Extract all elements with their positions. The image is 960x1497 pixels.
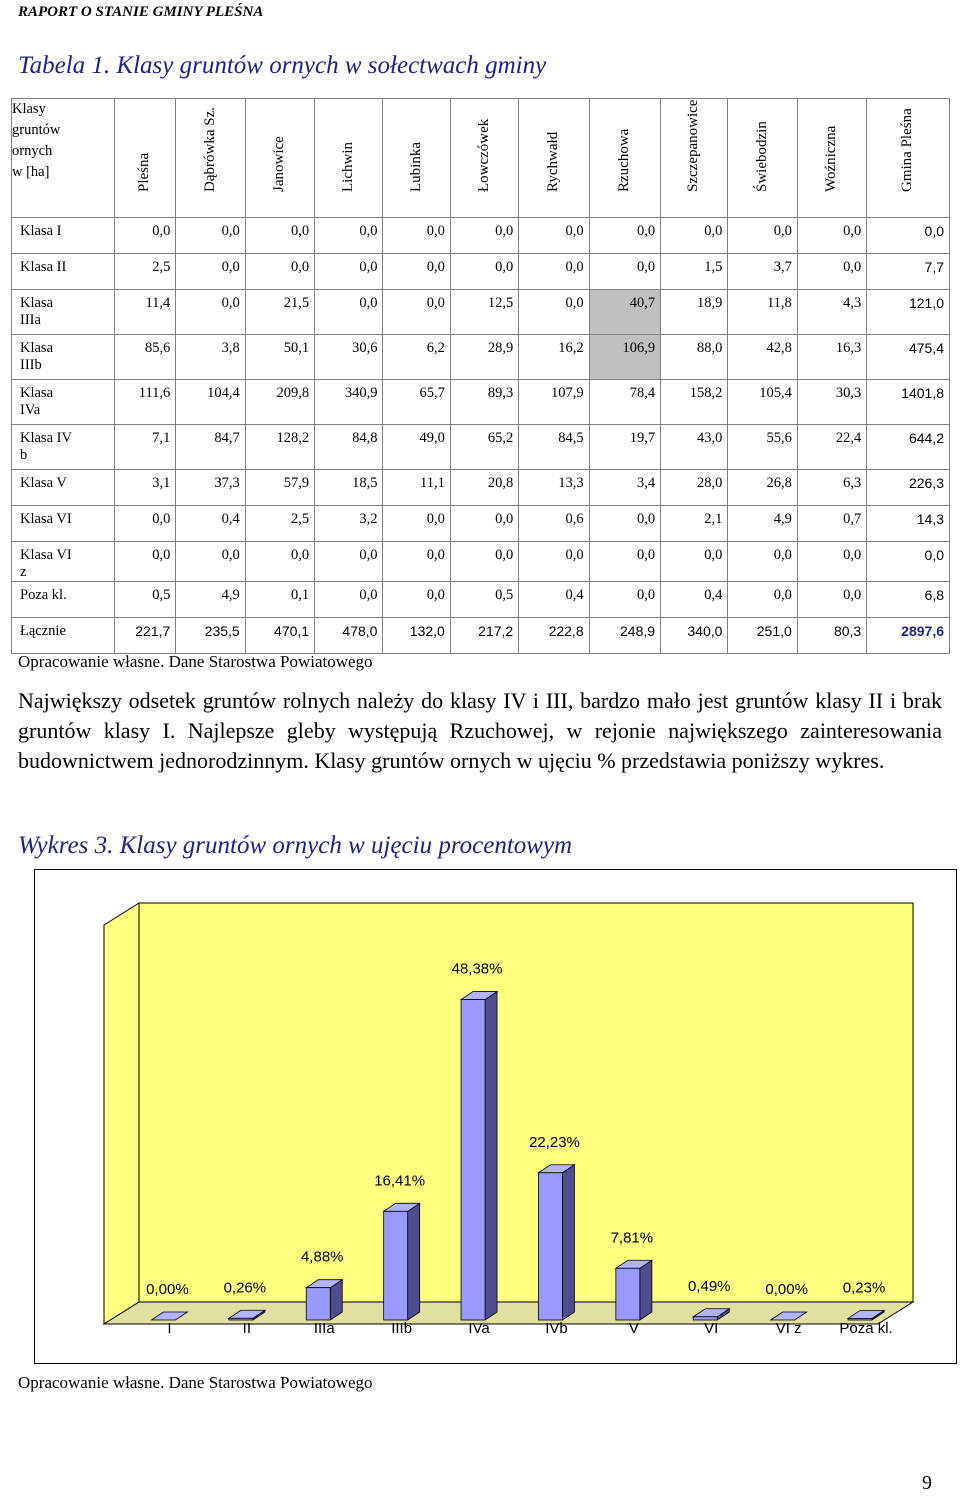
x-tick-label: VI z — [775, 1320, 802, 1337]
table-cell: 209,8 — [245, 380, 314, 425]
column-header-label: Lichwin — [339, 142, 356, 192]
column-header — [519, 99, 589, 218]
corner-header — [12, 99, 115, 218]
table-cell: 0,0 — [797, 582, 866, 618]
row-label — [12, 290, 115, 335]
table-cell: 226,3 — [867, 470, 950, 506]
data-label: 22,23% — [529, 1133, 580, 1151]
table-cell: 0,0 — [589, 506, 660, 542]
table-cell: 0,0 — [245, 254, 314, 290]
table-row — [12, 582, 950, 618]
table-cell: 78,4 — [589, 380, 660, 425]
bar — [461, 1000, 485, 1320]
table-cell: 2,5 — [115, 254, 176, 290]
table-cell: 42,8 — [728, 335, 797, 380]
column-header — [245, 99, 314, 218]
table-cell: 37,3 — [176, 470, 245, 506]
row-label — [12, 470, 115, 506]
data-label: 0,00% — [146, 1281, 189, 1298]
table-cell: 3,1 — [115, 470, 176, 506]
table-cell: 0,0 — [728, 542, 797, 582]
table-cell: 0,0 — [383, 218, 450, 254]
column-header — [661, 99, 728, 218]
table-cell: 12,5 — [450, 290, 518, 335]
column-header — [176, 99, 245, 218]
bar-chart — [35, 870, 956, 1363]
chart-back-wall — [139, 903, 913, 1302]
table-cell: 18,9 — [661, 290, 728, 335]
body-paragraph: Największy odsetek gruntów rolnych należy do klasy IV i III, bardzo mało jest gruntów klasy II i brak gruntów klasy I. Najlepsze gleby występują Rzuchowej, w rejonie największego zainteresowania budownictwem jednorodzinnym. Klasy gruntów ornych w ujęciu % przedstawia poniższy wykres. — [18, 688, 942, 773]
table-cell: 0,0 — [661, 218, 728, 254]
column-header — [450, 99, 518, 218]
corner-header-line: gruntów — [12, 122, 61, 138]
column-header-label: Świebodzin — [753, 121, 770, 192]
table-cell: 16,3 — [797, 335, 866, 380]
row-label-line: Klasa — [20, 295, 54, 311]
table-cell: 0,5 — [450, 582, 518, 618]
bar-side — [562, 1165, 574, 1320]
table-cell: 0,0 — [589, 254, 660, 290]
table-row — [12, 218, 950, 254]
bar — [616, 1268, 640, 1320]
table-cell: 0,0 — [867, 542, 950, 582]
table-cell: 158,2 — [661, 380, 728, 425]
column-header — [315, 99, 383, 218]
table-row — [12, 470, 950, 506]
table-cell: 0,4 — [661, 582, 728, 618]
table-cell: 65,7 — [383, 380, 450, 425]
table-cell: 105,4 — [728, 380, 797, 425]
table-cell: 0,0 — [589, 542, 660, 582]
bar — [538, 1173, 562, 1320]
row-label — [12, 618, 115, 654]
table-cell: 0,0 — [519, 290, 589, 335]
bar-side — [408, 1203, 420, 1320]
table-cell: 221,7 — [115, 618, 176, 654]
table-cell: 0,0 — [245, 218, 314, 254]
table-cell: 121,0 — [867, 290, 950, 335]
table-cell: 0,0 — [519, 542, 589, 582]
table-cell: 644,2 — [867, 425, 950, 470]
table-body — [12, 99, 950, 654]
column-header-label: Woźniczna — [823, 125, 839, 192]
table-cell: 0,6 — [519, 506, 589, 542]
table-cell: 3,4 — [589, 470, 660, 506]
chart-source-note: Opracowanie własne. Dane Starostwa Powiatowego — [18, 1373, 373, 1392]
row-label-line: Klasa V — [20, 475, 67, 491]
table-cell: 104,4 — [176, 380, 245, 425]
table-cell: 19,7 — [589, 425, 660, 470]
table-cell: 84,5 — [519, 425, 589, 470]
row-label-line: Łącznie — [20, 623, 66, 639]
table-cell: 0,4 — [176, 506, 245, 542]
row-label-line: Klasa I — [20, 223, 62, 239]
table-cell: 128,2 — [245, 425, 314, 470]
table-cell: 3,7 — [728, 254, 797, 290]
column-header-label: Rzuchowa — [615, 128, 632, 192]
x-tick-label: II — [242, 1320, 252, 1337]
row-label-line: Klasa II — [20, 259, 67, 275]
table-cell: 85,6 — [115, 335, 176, 380]
table-cell: 4,9 — [728, 506, 797, 542]
soil-class-table — [11, 98, 950, 654]
x-tick-label: IIIa — [313, 1320, 335, 1337]
table-cell: 1401,8 — [867, 380, 950, 425]
table-cell: 0,0 — [383, 254, 450, 290]
table-cell: 0,0 — [115, 218, 176, 254]
table-cell: 0,0 — [383, 290, 450, 335]
table-cell: 340,0 — [661, 618, 728, 654]
table-cell: 40,7 — [589, 290, 660, 335]
bar-side — [485, 992, 497, 1320]
row-label-line: z — [20, 564, 27, 580]
table-cell: 13,3 — [519, 470, 589, 506]
table-row — [12, 425, 950, 470]
table-title: Tabela 1. Klasy gruntów ornych w sołectwach gminy — [18, 52, 547, 79]
table-row — [12, 506, 950, 542]
table-cell: 235,5 — [176, 618, 245, 654]
row-label — [12, 542, 115, 582]
table-cell: 107,9 — [519, 380, 589, 425]
table-cell: 4,9 — [176, 582, 245, 618]
table-cell: 65,2 — [450, 425, 518, 470]
row-label-line: Klasa — [20, 385, 54, 401]
table-cell: 0,0 — [176, 218, 245, 254]
data-label: 0,23% — [842, 1279, 886, 1297]
corner-header-line: ornych — [12, 143, 53, 159]
bar — [306, 1288, 330, 1320]
data-label: 0,00% — [765, 1281, 808, 1298]
row-label-line: Klasa IV — [20, 430, 72, 446]
column-header — [797, 99, 866, 218]
column-header-label: Rychwałd — [544, 131, 561, 192]
table-cell: 50,1 — [245, 335, 314, 380]
column-header — [115, 99, 176, 218]
column-header — [728, 99, 797, 218]
table-cell: 0,0 — [519, 218, 589, 254]
table-cell: 248,9 — [589, 618, 660, 654]
column-header — [383, 99, 450, 218]
table-cell: 7,1 — [115, 425, 176, 470]
table-cell: 89,3 — [450, 380, 518, 425]
row-label-line: Klasa VI — [20, 547, 72, 563]
table-cell: 21,5 — [245, 290, 314, 335]
table-cell: 0,0 — [797, 542, 866, 582]
x-tick-label: VI — [704, 1320, 719, 1337]
corner-header-line: w [ha] — [12, 164, 50, 180]
table-cell: 0,4 — [519, 582, 589, 618]
x-tick-label: Poza kl. — [839, 1320, 893, 1337]
row-label — [12, 380, 115, 425]
table-cell: 106,9 — [589, 335, 660, 380]
table-cell: 11,1 — [383, 470, 450, 506]
table-cell: 0,5 — [115, 582, 176, 618]
table-cell: 28,9 — [450, 335, 518, 380]
row-label-line: IVa — [20, 402, 41, 418]
table-cell: 7,7 — [867, 254, 950, 290]
table-cell: 0,0 — [867, 218, 950, 254]
table-cell: 84,8 — [315, 425, 383, 470]
table-cell: 6,3 — [797, 470, 866, 506]
table-cell: 30,6 — [315, 335, 383, 380]
column-header-label: Dąbrówka Sz. — [201, 107, 218, 192]
table-source-note: Opracowanie własne. Dane Starostwa Powiatowego — [18, 652, 373, 671]
table-cell: 55,6 — [728, 425, 797, 470]
data-label: 4,88% — [300, 1248, 344, 1266]
table-cell: 26,8 — [728, 470, 797, 506]
table-cell: 2,5 — [245, 506, 314, 542]
table-cell: 6,8 — [867, 582, 950, 618]
table-cell: 340,9 — [315, 380, 383, 425]
table-cell: 0,0 — [728, 218, 797, 254]
column-header — [867, 99, 950, 218]
row-label — [12, 425, 115, 470]
table-cell: 14,3 — [867, 506, 950, 542]
column-header-label: Pleśna — [136, 152, 153, 192]
table-cell: 0,0 — [450, 506, 518, 542]
table-cell: 478,0 — [315, 618, 383, 654]
table-cell: 43,0 — [661, 425, 728, 470]
chart-side-wall — [104, 903, 139, 1324]
x-tick-label: IIIb — [391, 1320, 413, 1337]
table-cell: 84,7 — [176, 425, 245, 470]
data-label: 7,81% — [610, 1229, 654, 1247]
table-cell: 0,0 — [383, 506, 450, 542]
bar-side — [640, 1260, 652, 1320]
table-cell: 18,5 — [315, 470, 383, 506]
table-cell: 0,0 — [315, 290, 383, 335]
table-cell: 0,0 — [176, 290, 245, 335]
table-cell: 1,5 — [661, 254, 728, 290]
table-cell: 0,0 — [450, 254, 518, 290]
table-cell: 6,2 — [383, 335, 450, 380]
table-cell: 88,0 — [661, 335, 728, 380]
table-cell: 0,0 — [450, 218, 518, 254]
row-label-line: Klasa — [20, 340, 54, 356]
bar — [384, 1211, 408, 1320]
table-row — [12, 380, 950, 425]
table-cell: 0,7 — [797, 506, 866, 542]
table-cell: 49,0 — [383, 425, 450, 470]
column-header-label: Szczepanowice — [685, 99, 702, 192]
table-cell: 22,4 — [797, 425, 866, 470]
row-label-line: IIIb — [20, 357, 42, 373]
table-cell: 0,0 — [315, 218, 383, 254]
page-number: 9 — [922, 1472, 932, 1494]
table-cell: 251,0 — [728, 618, 797, 654]
table-cell: 0,1 — [245, 582, 314, 618]
table-cell: 2897,6 — [867, 618, 950, 654]
table-cell: 470,1 — [245, 618, 314, 654]
table-cell: 20,8 — [450, 470, 518, 506]
table-cell: 3,8 — [176, 335, 245, 380]
table-cell: 57,9 — [245, 470, 314, 506]
table-cell: 0,0 — [450, 542, 518, 582]
table-cell: 3,2 — [315, 506, 383, 542]
row-label-line: b — [20, 447, 28, 463]
table-cell: 0,0 — [383, 542, 450, 582]
x-tick-label: IVa — [468, 1320, 490, 1337]
table-cell: 222,8 — [519, 618, 589, 654]
row-label — [12, 335, 115, 380]
table-cell: 475,4 — [867, 335, 950, 380]
table-cell: 132,0 — [383, 618, 450, 654]
table-row — [12, 254, 950, 290]
data-label: 0,26% — [223, 1279, 267, 1297]
table-cell: 2,1 — [661, 506, 728, 542]
table-row — [12, 542, 950, 582]
row-label-line: Poza kl. — [20, 587, 67, 603]
table-cell: 217,2 — [450, 618, 518, 654]
table-cell: 0,0 — [315, 542, 383, 582]
table-cell: 80,3 — [797, 618, 866, 654]
table-cell: 0,0 — [383, 582, 450, 618]
table-cell: 11,8 — [728, 290, 797, 335]
column-header-label: Janowice — [270, 136, 287, 192]
data-label: 48,38% — [451, 960, 503, 978]
row-label-line: IIIa — [20, 312, 41, 328]
row-label — [12, 582, 115, 618]
table-cell: 0,0 — [589, 582, 660, 618]
table-cell: 4,3 — [797, 290, 866, 335]
table-cell: 0,0 — [315, 254, 383, 290]
table-cell: 111,6 — [115, 380, 176, 425]
table-cell: 0,0 — [245, 542, 314, 582]
chart-frame — [34, 869, 957, 1364]
table-cell: 0,0 — [728, 582, 797, 618]
column-header — [589, 99, 660, 218]
data-label: 0,49% — [687, 1277, 731, 1295]
table-cell: 11,4 — [115, 290, 176, 335]
x-tick-label: I — [167, 1320, 172, 1337]
table-cell: 16,2 — [519, 335, 589, 380]
running-header: RAPORT O STANIE GMINY PLEŚNA — [18, 4, 264, 20]
column-header-label: Łowczówek — [475, 118, 492, 192]
table-cell: 0,0 — [661, 542, 728, 582]
row-label — [12, 506, 115, 542]
table-cell: 0,0 — [176, 542, 245, 582]
chart-title: Wykres 3. Klasy gruntów ornych w ujęciu procentowym — [18, 832, 573, 859]
row-label — [12, 218, 115, 254]
column-header-label: Gmina Pleśna — [899, 108, 916, 192]
row-label-line: Klasa VI — [20, 511, 72, 527]
table-cell: 28,0 — [661, 470, 728, 506]
table-cell: 0,0 — [115, 506, 176, 542]
table-cell: 0,0 — [176, 254, 245, 290]
x-tick-label: V — [628, 1320, 639, 1337]
table-cell: 0,0 — [797, 254, 866, 290]
x-tick-label: IVb — [545, 1320, 568, 1337]
table-row — [12, 335, 950, 380]
table-cell: 0,0 — [589, 218, 660, 254]
header-row — [12, 99, 950, 218]
table-cell: 0,0 — [797, 218, 866, 254]
table-cell: 0,0 — [115, 542, 176, 582]
data-label: 16,41% — [374, 1172, 426, 1190]
column-header-label: Lubinka — [407, 142, 424, 192]
row-label — [12, 254, 115, 290]
table-cell: 30,3 — [797, 380, 866, 425]
table-row — [12, 618, 950, 654]
table-cell: 0,0 — [315, 582, 383, 618]
table-cell: 0,0 — [519, 254, 589, 290]
table-row — [12, 290, 950, 335]
corner-header-line: Klasy — [12, 101, 46, 117]
